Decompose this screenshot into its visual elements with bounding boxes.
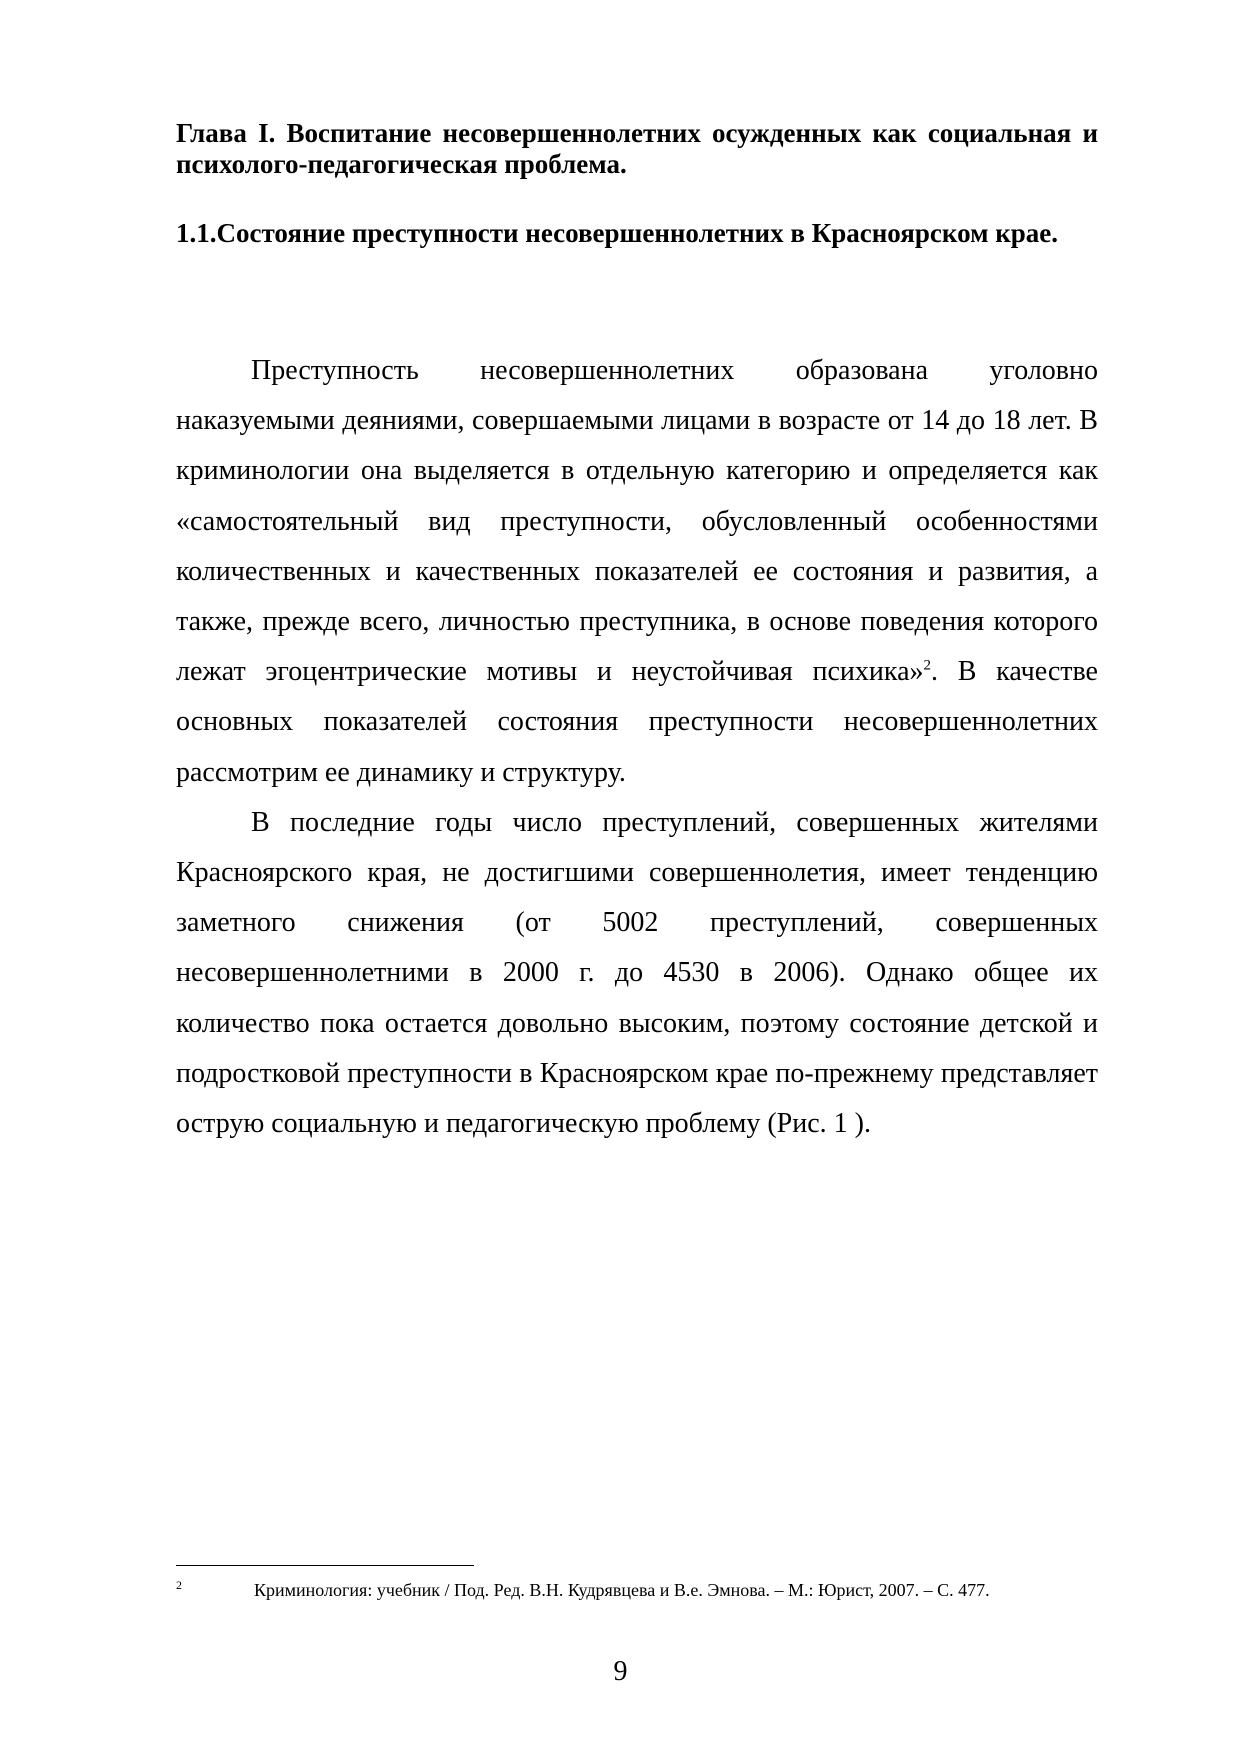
chapter-heading: Глава I. Воспитание несовершеннолетних осужденных как социальная и психолого-педагогическая проблема. [176,118,1098,179]
section-heading: 1.1.Состояние преступности несовершеннолетних в Красноярском крае. [176,218,1059,248]
paragraph-1 [176,346,1098,798]
footnote-separator [176,1565,474,1566]
body-text [176,346,1098,1149]
footnote-reference[interactable]: 2 [923,657,932,674]
paragraph-2: В последние годы число преступлений, совершенных жителями Красноярского края, не достигшими совершеннолетия, имеет тенденцию заметного снижения (от 5002 преступлений, совершенных несовершеннолетними в 2000 г. до 4530 в 2006). Однако общее их количество пока остается довольно высоким, поэтому состояние детской и подростковой преступности в Красноярском крае по-прежнему представляет острую социальную и педагогическую проблему (Рис. 1 ). [176,806,1098,1140]
paragraph-1-text: Преступность несовершеннолетних образована уголовно наказуемыми деяниями, совершаемыми лицами в возрасте от 14 до 18 лет. В криминологии она выделяется в отдельную категорию и определяется как «самостоятельный вид преступности, обусловленный особенностями количественных и качественных показателей ее состояния и развития, а также, прежде всего, личностью преступника, в основе поведения которого лежат эгоцентрические мотивы и неустойчивая психика» [176,355,1098,688]
paragraph-1-text-continued: . В качестве основных показателей состояния преступности несовершеннолетних рассмотрим ее динамику и структуру. [176,656,1098,788]
page-number: 9 [613,1656,628,1687]
footnote-text: Криминология: учебник / Под. Ред. В.Н. Кудрявцева и В.е. Эмнова. – М.: Юрист, 2007. – С. 477. [254,1580,990,1600]
footnote: 2 Криминология: учебник / Под. Ред. В.Н. Кудрявцева и В.е. Эмнова. – М.: Юрист, 2007. – С. 477. [176,1578,990,1600]
